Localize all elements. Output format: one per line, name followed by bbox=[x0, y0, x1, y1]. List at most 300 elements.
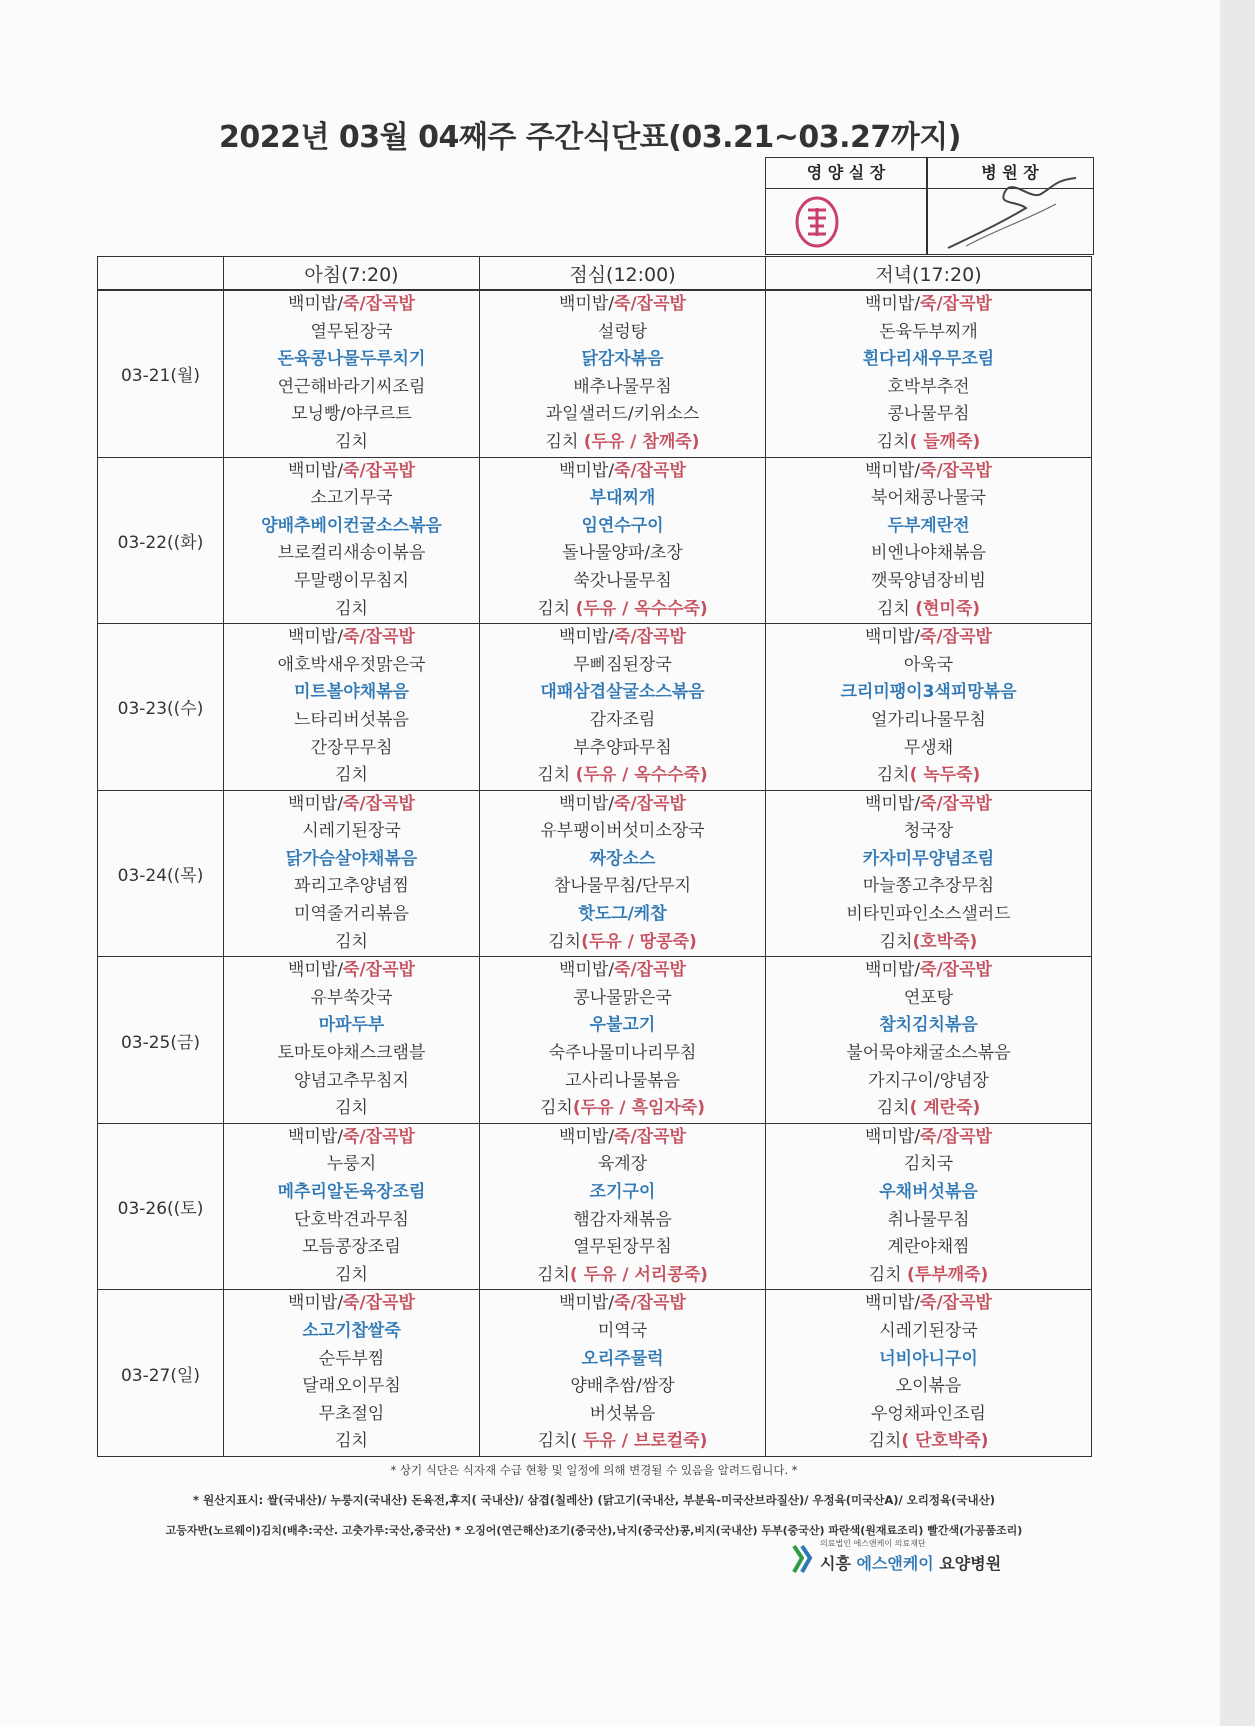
menu-line bbox=[766, 707, 1091, 735]
menu-line bbox=[766, 1290, 1091, 1318]
menu-line bbox=[766, 1234, 1091, 1262]
menu-line bbox=[480, 1318, 765, 1346]
menu-item: 백미밥/ bbox=[559, 793, 615, 814]
menu-item: (두유 / 옥수수죽) bbox=[575, 765, 708, 786]
menu-line bbox=[766, 1040, 1091, 1068]
day-date: 03-22((화) bbox=[98, 457, 224, 624]
menu-item: 백미밥/ bbox=[559, 460, 615, 481]
menu-item: ( 들깨죽) bbox=[909, 431, 981, 452]
menu-line bbox=[766, 1373, 1091, 1401]
menu-item: 미트볼야채볶음 bbox=[294, 682, 409, 703]
menu-item: 죽/잡곡밥 bbox=[920, 1293, 992, 1314]
approval-box bbox=[765, 157, 1094, 255]
menu-item: 누룽지 bbox=[326, 1154, 377, 1175]
menu-line bbox=[766, 346, 1091, 374]
menu-line bbox=[224, 1068, 479, 1096]
menu-line bbox=[766, 624, 1091, 652]
menu-line bbox=[224, 1040, 479, 1068]
header-date bbox=[98, 257, 224, 291]
menu-item: 닭가슴살야채볶음 bbox=[285, 848, 418, 869]
menu-line bbox=[224, 1401, 479, 1429]
change-notice: * 상기 식단은 식자재 수급 현황 및 일정에 의해 변경될 수 있음을 알려드립니다. * bbox=[390, 1463, 798, 1477]
breakfast-menu-cell bbox=[224, 790, 480, 957]
menu-item: (호박죽) bbox=[912, 931, 978, 952]
header-dinner: 저녁(17:20) bbox=[766, 257, 1092, 291]
menu-item: 토마토야채스크램블 bbox=[277, 1043, 426, 1064]
menu-item: 버섯볶음 bbox=[589, 1403, 656, 1424]
table-header-row bbox=[98, 257, 1092, 291]
menu-item: 콩나물무침 bbox=[887, 404, 970, 425]
menu-line bbox=[480, 540, 765, 568]
menu-line bbox=[766, 540, 1091, 568]
menu-item: 김치 bbox=[537, 765, 576, 786]
menu-item: 숙주나물미나리무침 bbox=[548, 1043, 697, 1064]
day-date: 03-21(월) bbox=[98, 290, 224, 457]
menu-item: 소고기무국 bbox=[310, 488, 393, 509]
menu-item: 계란야채찜 bbox=[887, 1237, 970, 1258]
menu-line bbox=[224, 1207, 479, 1235]
table-row bbox=[98, 790, 1092, 957]
menu-item: 과일샐러드/키위소스 bbox=[545, 404, 700, 425]
menu-item: 우불고기 bbox=[589, 1015, 656, 1036]
dinner-menu-cell bbox=[766, 624, 1092, 791]
menu-line bbox=[766, 1095, 1091, 1123]
menu-line bbox=[224, 791, 479, 819]
hospital-logo-subtitle: 의료법인 에스앤케이 의료재단 bbox=[820, 1539, 926, 1548]
menu-item: 참나물무침/단무지 bbox=[553, 876, 692, 897]
menu-line bbox=[766, 319, 1091, 347]
hospital-logo-mark-icon bbox=[790, 1542, 814, 1576]
menu-item: 청국장 bbox=[903, 821, 954, 842]
menu-line bbox=[766, 1262, 1091, 1290]
menu-line bbox=[766, 846, 1091, 874]
menu-item: ( 계란죽) bbox=[909, 1098, 981, 1119]
menu-line bbox=[766, 1012, 1091, 1040]
menu-line bbox=[224, 429, 479, 457]
menu-line bbox=[480, 1124, 765, 1152]
director-signature bbox=[936, 160, 1086, 252]
menu-item: 백미밥/ bbox=[865, 460, 921, 481]
menu-item: 죽/잡곡밥 bbox=[343, 1126, 415, 1147]
menu-line bbox=[766, 652, 1091, 680]
menu-line bbox=[224, 929, 479, 957]
menu-line bbox=[766, 1318, 1091, 1346]
menu-line bbox=[224, 1012, 479, 1040]
menu-item: 대패삼겹살굴소스볶음 bbox=[540, 682, 705, 703]
menu-item: 백미밥/ bbox=[559, 627, 615, 648]
menu-item: 부추양파무침 bbox=[573, 737, 672, 758]
day-date: 03-25(금) bbox=[98, 957, 224, 1124]
menu-item: 배추나물무침 bbox=[573, 376, 672, 397]
table-row bbox=[98, 290, 1092, 457]
menu-line bbox=[224, 1151, 479, 1179]
menu-item: 시레기된장국 bbox=[302, 821, 401, 842]
hospital-logo bbox=[790, 1538, 1002, 1582]
menu-item: 김치 bbox=[335, 598, 368, 619]
menu-item: 백미밥/ bbox=[559, 294, 615, 314]
lunch-menu-cell bbox=[480, 290, 766, 457]
menu-line bbox=[480, 401, 765, 429]
menu-item: 김치 bbox=[335, 1098, 368, 1119]
menu-item: 김치 bbox=[868, 1264, 907, 1285]
menu-line bbox=[224, 1373, 479, 1401]
menu-item: 김치 bbox=[540, 1098, 573, 1119]
menu-line bbox=[480, 901, 765, 929]
menu-item: 김치 bbox=[545, 431, 584, 452]
menu-item: 김치 bbox=[335, 1431, 368, 1452]
menu-line bbox=[224, 985, 479, 1013]
menu-line bbox=[224, 735, 479, 763]
menu-line bbox=[480, 485, 765, 513]
menu-item: 꽈리고추양념찜 bbox=[294, 876, 409, 897]
menu-item: 백미밥/ bbox=[288, 1126, 344, 1147]
menu-line bbox=[766, 1151, 1091, 1179]
menu-item: 백미밥/ bbox=[865, 793, 921, 814]
menu-item: 백미밥/ bbox=[865, 294, 921, 314]
menu-item: 임연수구이 bbox=[581, 515, 664, 536]
menu-item: 백미밥/ bbox=[559, 960, 615, 981]
menu-line bbox=[766, 596, 1091, 624]
menu-line bbox=[224, 1318, 479, 1346]
menu-line bbox=[224, 485, 479, 513]
menu-item: 김치 bbox=[335, 765, 368, 786]
menu-item: 양배추쌈/쌈장 bbox=[570, 1376, 675, 1397]
menu-item: 고사리나물볶음 bbox=[565, 1070, 680, 1091]
menu-line bbox=[224, 679, 479, 707]
menu-line bbox=[480, 1012, 765, 1040]
menu-item: 우채버섯볶음 bbox=[879, 1182, 978, 1202]
menu-line bbox=[224, 624, 479, 652]
menu-item: 깻묵양념장비빔 bbox=[871, 570, 986, 591]
origin-notice-2: 고등자반(노르웨이)김치(배추:국산. 고춧가루:국산,중국산) * 오징어(연근해산)조기(중국산),낙지(중국산)콩,비지(국내산) 두부(중국산) 파란색(원재료조리) 빨간색(가공품조리) bbox=[165, 1524, 1023, 1537]
hospital-logo-city: 시흥 bbox=[820, 1554, 857, 1573]
menu-item: 죽/잡곡밥 bbox=[343, 460, 415, 481]
lunch-menu-cell bbox=[480, 624, 766, 791]
menu-line bbox=[766, 679, 1091, 707]
menu-line bbox=[480, 957, 765, 985]
menu-item: (현미죽) bbox=[915, 598, 981, 619]
menu-item: 백미밥/ bbox=[288, 460, 344, 481]
menu-item: 죽/잡곡밥 bbox=[920, 460, 992, 481]
menu-line bbox=[480, 513, 765, 541]
menu-line bbox=[480, 762, 765, 790]
menu-line bbox=[224, 707, 479, 735]
menu-line bbox=[766, 1428, 1091, 1456]
dinner-menu-cell bbox=[766, 790, 1092, 957]
menu-line bbox=[766, 458, 1091, 486]
breakfast-menu-cell bbox=[224, 624, 480, 791]
menu-line bbox=[224, 291, 479, 319]
menu-item: 우엉채파인조림 bbox=[871, 1403, 986, 1424]
menu-item: 콩나물맑은국 bbox=[573, 987, 672, 1008]
menu-item: 시레기된장국 bbox=[879, 1320, 978, 1341]
menu-line bbox=[766, 901, 1091, 929]
menu-item: 무초절임 bbox=[318, 1403, 385, 1424]
menu-item: 호박부추전 bbox=[887, 376, 970, 397]
breakfast-menu-cell bbox=[224, 957, 480, 1124]
dinner-menu-cell bbox=[766, 1290, 1092, 1457]
menu-item: 흰다리새우무조림 bbox=[862, 349, 995, 370]
menu-line bbox=[480, 1234, 765, 1262]
menu-item: 모듬콩장조림 bbox=[302, 1237, 401, 1258]
menu-item: 모닝빵/야쿠르트 bbox=[291, 404, 412, 425]
menu-item: 닭감자볶음 bbox=[581, 349, 664, 370]
menu-line bbox=[480, 846, 765, 874]
menu-line bbox=[766, 1207, 1091, 1235]
menu-item: 브로컬리새송이볶음 bbox=[277, 543, 426, 564]
menu-item: 죽/잡곡밥 bbox=[343, 960, 415, 981]
menu-line bbox=[766, 429, 1091, 457]
table-row bbox=[98, 1123, 1092, 1290]
menu-item: 죽/잡곡밥 bbox=[614, 460, 686, 481]
menu-item: 너비아니구이 bbox=[879, 1348, 978, 1369]
breakfast-menu-cell bbox=[224, 457, 480, 624]
menu-item: 짜장소스 bbox=[589, 848, 656, 869]
menu-item: ( 두유 / 서리콩죽) bbox=[569, 1264, 708, 1285]
menu-item: 백미밥/ bbox=[865, 960, 921, 981]
menu-item: 아욱국 bbox=[903, 654, 954, 675]
menu-line bbox=[480, 1290, 765, 1318]
menu-item: 김치 bbox=[335, 431, 368, 452]
menu-line bbox=[224, 596, 479, 624]
menu-item: 김치 bbox=[335, 1264, 368, 1285]
menu-line bbox=[480, 1095, 765, 1123]
menu-line bbox=[766, 818, 1091, 846]
menu-line bbox=[224, 762, 479, 790]
menu-item: 김치 bbox=[876, 431, 910, 452]
menu-item: 취나물무침 bbox=[887, 1209, 970, 1230]
menu-item: 달래오이무침 bbox=[302, 1376, 401, 1397]
header-breakfast: 아침(7:20) bbox=[224, 257, 480, 291]
page-title: 2022년 03월 04째주 주간식단표(03.21~03.27까지) bbox=[219, 120, 961, 155]
menu-item: 돈육두부찌개 bbox=[879, 321, 978, 342]
menu-line bbox=[480, 458, 765, 486]
dinner-menu-cell bbox=[766, 290, 1092, 457]
menu-line bbox=[224, 818, 479, 846]
menu-line bbox=[766, 1179, 1091, 1207]
menu-line bbox=[480, 873, 765, 901]
menu-item: 북어채콩나물국 bbox=[871, 488, 986, 509]
menu-item: 얼가리나물무침 bbox=[871, 709, 986, 730]
breakfast-menu-cell bbox=[224, 290, 480, 457]
menu-item: 김치 bbox=[879, 931, 913, 952]
menu-item: 미역국 bbox=[597, 1320, 648, 1341]
breakfast-menu-cell bbox=[224, 1290, 480, 1457]
menu-item: 김치 bbox=[876, 1098, 910, 1119]
menu-line bbox=[480, 1068, 765, 1096]
menu-item: (두유 / 땅콩죽) bbox=[581, 931, 697, 952]
menu-line bbox=[480, 374, 765, 402]
nutrition-head-seal bbox=[794, 196, 840, 248]
menu-item: 백미밥/ bbox=[288, 627, 344, 648]
menu-line bbox=[480, 1207, 765, 1235]
menu-line bbox=[480, 1262, 765, 1290]
menu-line bbox=[224, 346, 479, 374]
menu-line bbox=[480, 707, 765, 735]
menu-item: 마늘쫑고추장무침 bbox=[862, 876, 995, 897]
menu-line bbox=[480, 568, 765, 596]
menu-line bbox=[766, 485, 1091, 513]
menu-line bbox=[224, 1428, 479, 1456]
menu-line bbox=[480, 985, 765, 1013]
lunch-menu-cell bbox=[480, 957, 766, 1124]
menu-item: 돈육콩나물두루치기 bbox=[277, 349, 426, 370]
menu-line bbox=[766, 791, 1091, 819]
dinner-menu-cell bbox=[766, 957, 1092, 1124]
menu-item: 백미밥/ bbox=[288, 1293, 344, 1314]
menu-item: 유부팽이버섯미소장국 bbox=[540, 821, 705, 842]
lunch-menu-cell bbox=[480, 1290, 766, 1457]
approval-nutrition-head-label: 영 양 실 장 bbox=[766, 158, 927, 189]
menu-line bbox=[766, 374, 1091, 402]
page-edge bbox=[1220, 0, 1255, 1726]
menu-item: 백미밥/ bbox=[288, 294, 344, 314]
menu-item: 육계장 bbox=[597, 1154, 648, 1175]
menu-line bbox=[480, 818, 765, 846]
menu-line bbox=[480, 791, 765, 819]
header-lunch: 점심(12:00) bbox=[480, 257, 766, 291]
menu-line bbox=[480, 1428, 765, 1456]
menu-item: 핫도그/케찹 bbox=[578, 904, 667, 925]
hospital-logo-brand: 에스앤케이 bbox=[856, 1554, 934, 1573]
menu-line bbox=[766, 735, 1091, 763]
menu-line bbox=[480, 679, 765, 707]
menu-item: 마파두부 bbox=[318, 1015, 385, 1036]
menu-line bbox=[480, 652, 765, 680]
menu-item: 죽/잡곡밥 bbox=[920, 793, 992, 814]
menu-line bbox=[766, 513, 1091, 541]
menu-line bbox=[224, 568, 479, 596]
table-row bbox=[98, 624, 1092, 791]
menu-line bbox=[224, 1179, 479, 1207]
menu-item: 죽/잡곡밥 bbox=[920, 627, 992, 648]
menu-line bbox=[224, 319, 479, 347]
approval-director-label: 병 원 장 bbox=[927, 158, 1093, 189]
menu-line bbox=[480, 346, 765, 374]
menu-item: 쑥갓나물무침 bbox=[573, 570, 672, 591]
menu-line bbox=[480, 1040, 765, 1068]
menu-item: ( 녹두죽) bbox=[909, 765, 981, 786]
menu-item: 느타리버섯볶음 bbox=[294, 709, 409, 730]
lunch-menu-cell bbox=[480, 1123, 766, 1290]
menu-line bbox=[480, 319, 765, 347]
menu-line bbox=[766, 568, 1091, 596]
menu-line bbox=[766, 291, 1091, 319]
menu-item: 크리미팽이3색피망볶음 bbox=[840, 682, 1017, 703]
menu-item: 소고기찹쌀죽 bbox=[302, 1320, 401, 1341]
menu-item: 김치 bbox=[868, 1431, 902, 1452]
menu-item: 죽/잡곡밥 bbox=[343, 627, 415, 648]
menu-item: 백미밥/ bbox=[559, 1126, 615, 1147]
menu-item: 두유 / 브로컬죽) bbox=[577, 1431, 708, 1452]
menu-item: ( 단호박죽) bbox=[901, 1431, 989, 1452]
menu-line bbox=[224, 873, 479, 901]
menu-line bbox=[480, 1401, 765, 1429]
menu-item: 오리주물럭 bbox=[581, 1348, 664, 1369]
menu-line bbox=[480, 735, 765, 763]
menu-item: 죽/잡곡밥 bbox=[343, 294, 415, 314]
day-date: 03-27(일) bbox=[98, 1290, 224, 1457]
origin-notice-1: * 원산지표시: 쌀(국내산)/ 누룽지(국내산) 돈육전,후지( 국내산)/ 삼겹(칠레산) (닭고기(국내산, 부분육-미국산브라질산)/ 우정육(미국산A)/ 오리정육(국내산) bbox=[193, 1493, 995, 1507]
menu-line bbox=[224, 513, 479, 541]
menu-line bbox=[766, 1346, 1091, 1374]
menu-line bbox=[480, 429, 765, 457]
menu-item: 감자조림 bbox=[589, 709, 656, 730]
menu-item: 오이볶음 bbox=[895, 1376, 962, 1397]
menu-line bbox=[224, 374, 479, 402]
menu-item: 무말랭이무침지 bbox=[294, 570, 409, 591]
menu-item: 죽/잡곡밥 bbox=[614, 1293, 686, 1314]
menu-item: 단호박견과무침 bbox=[294, 1209, 409, 1230]
menu-line bbox=[766, 1068, 1091, 1096]
menu-item: 카자미무양념조림 bbox=[862, 848, 995, 869]
menu-item: 김치 bbox=[548, 931, 582, 952]
table-row bbox=[98, 957, 1092, 1124]
menu-item: 김치 bbox=[335, 931, 368, 952]
weekly-menu-table bbox=[97, 256, 1092, 1457]
menu-item: 죽/잡곡밥 bbox=[614, 793, 686, 814]
menu-line bbox=[766, 401, 1091, 429]
menu-item: 김치 bbox=[876, 598, 916, 619]
menu-item: 간장무무침 bbox=[310, 737, 393, 758]
menu-item: 죽/잡곡밥 bbox=[920, 294, 992, 314]
table-row bbox=[98, 1290, 1092, 1457]
menu-item: 김치 bbox=[537, 598, 576, 619]
menu-line bbox=[224, 1290, 479, 1318]
menu-line bbox=[224, 901, 479, 929]
menu-line bbox=[224, 1234, 479, 1262]
menu-item: 백미밥/ bbox=[865, 1293, 921, 1314]
menu-item: 비타민파인소스샐러드 bbox=[846, 904, 1011, 925]
menu-line bbox=[480, 1151, 765, 1179]
menu-item: 백미밥/ bbox=[865, 1126, 921, 1147]
menu-item: (두유 / 옥수수죽) bbox=[575, 598, 708, 619]
menu-line bbox=[224, 1124, 479, 1152]
menu-line bbox=[224, 957, 479, 985]
menu-item: 순두부찜 bbox=[318, 1348, 385, 1369]
menu-item: 두부계란전 bbox=[887, 515, 970, 536]
menu-line bbox=[766, 985, 1091, 1013]
menu-item: 열무된장국 bbox=[310, 321, 393, 342]
menu-item: 유부쑥갓국 bbox=[310, 987, 393, 1008]
dinner-menu-cell bbox=[766, 1123, 1092, 1290]
menu-item: 김치 bbox=[876, 765, 910, 786]
menu-item: 죽/잡곡밥 bbox=[343, 1293, 415, 1314]
hospital-logo-suffix: 요양병원 bbox=[933, 1554, 1002, 1573]
approval-divider bbox=[926, 158, 928, 254]
menu-item: 돌나물양파/초장 bbox=[562, 543, 683, 564]
hospital-logo-name bbox=[820, 1551, 1001, 1574]
menu-item: 부대찌개 bbox=[589, 488, 656, 509]
menu-item: 김치 bbox=[537, 1264, 570, 1285]
menu-item: 백미밥/ bbox=[288, 960, 344, 981]
menu-item: (투부깨죽) bbox=[907, 1264, 989, 1285]
menu-item: 죽/잡곡밥 bbox=[920, 1126, 992, 1147]
menu-line bbox=[766, 873, 1091, 901]
menu-item: (두유 / 참깨죽) bbox=[583, 431, 700, 452]
menu-line bbox=[480, 929, 765, 957]
menu-item: 무생채 bbox=[903, 737, 954, 758]
table-row bbox=[98, 457, 1092, 624]
menu-item: 죽/잡곡밥 bbox=[614, 960, 686, 981]
menu-item: 미역줄거리볶음 bbox=[294, 904, 409, 925]
menu-item: 비엔나야채볶음 bbox=[871, 543, 986, 564]
menu-item: 죽/잡곡밥 bbox=[614, 627, 686, 648]
menu-line bbox=[766, 762, 1091, 790]
menu-item: 가지구이/양념장 bbox=[868, 1070, 989, 1091]
menu-line bbox=[766, 929, 1091, 957]
menu-item: 김치국 bbox=[903, 1154, 954, 1175]
